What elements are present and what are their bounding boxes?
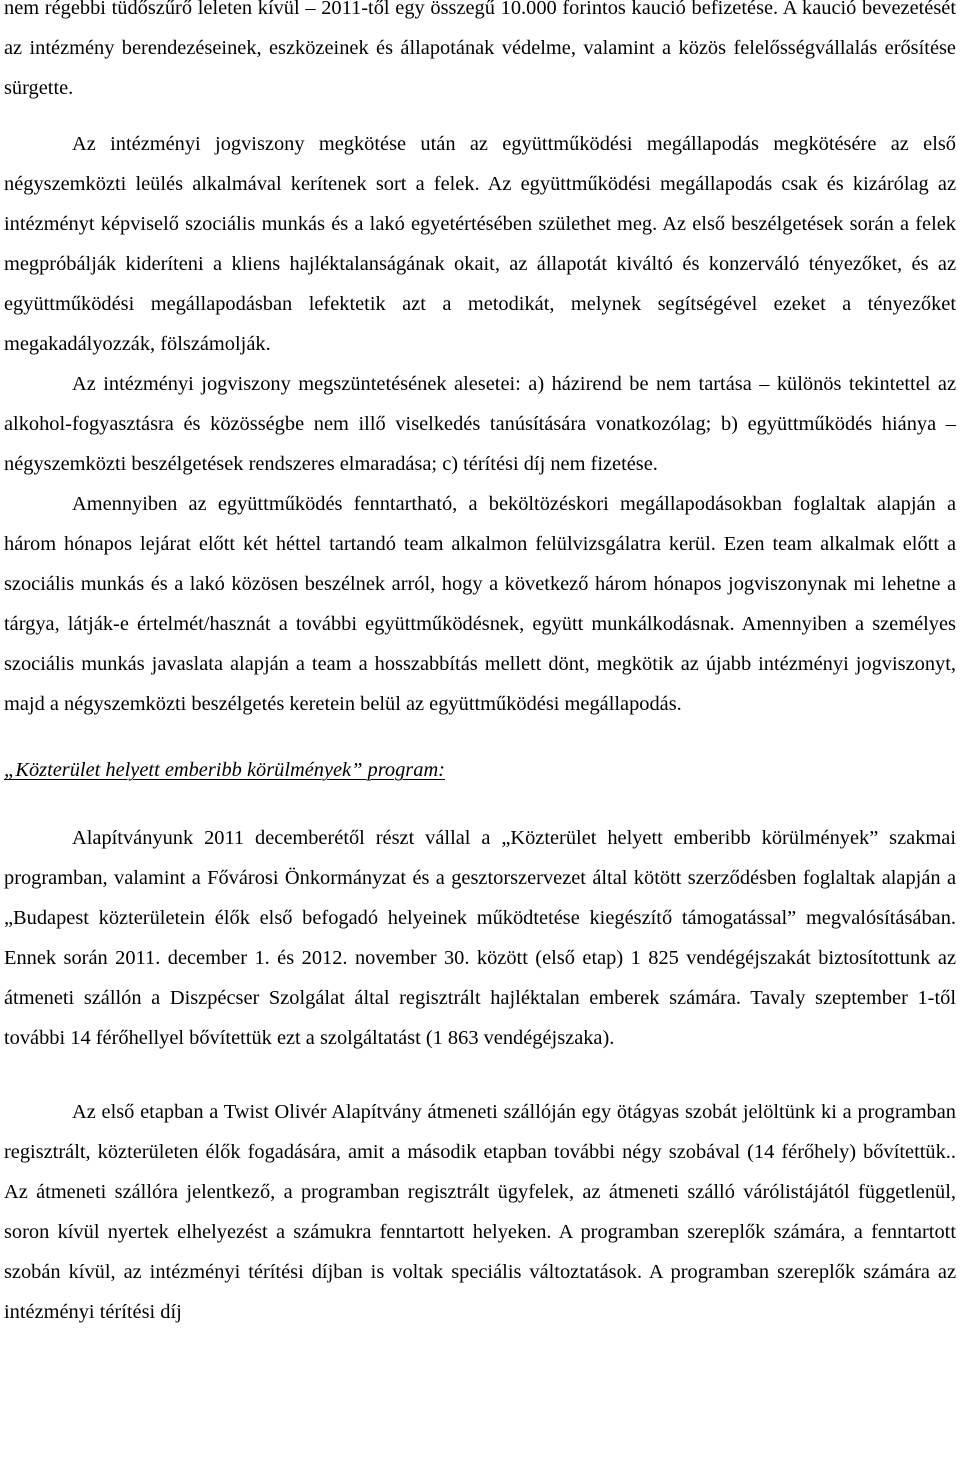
document-page (4, 0, 956, 1332)
section-heading: „Közterület helyett emberibb körülmények” program: (4, 759, 445, 781)
paragraph-extension: Amennyiben az együttműködés fenntartható, a beköltözéskori megállapodásokban foglaltak alapján a három hónapos lejárat előtt két héttel tartandó team alkalmon felülvizsgálatra kerül. Ezen team alkalmak előtt a szociális munkás és a lakó közösen beszélnek arról, hogy a következő három hónapos jogviszonynak mi lehetne a tárgya, látják-e értelmét/hasznát a további együttműködésnek, együtt munkálkodásnak. Amennyiben a személyes szociális munkás javaslata alapján a team a hosszabbítás mellett dönt, megkötik az újabb intézményi jogviszonyt, majd a négyszemközti beszélgetés keretein belül az együttműködési megállapodás. (4, 493, 956, 715)
paragraph-deposit: nem régebbi tüdőszűrő leleten kívül – 2011-től egy összegű 10.000 forintos kaució befizetése. A kaució bevezetését az intézmény berendezéseinek, eszközeinek és állapotának védelme, valamint a közös felelősségvállalás erősítése sürgette. (4, 0, 956, 99)
paragraph-termination-cases: Az intézményi jogviszony megszüntetésének alesetei: a) házirend be nem tartása – különös tekintettel az alkohol-fogyasztásra és közösségbe nem illő viselkedés tanúsítására vonatkozólag; b) együttműködés hiánya – négyszemközti beszélgetések rendszeres elmaradása; c) térítési díj nem fizetése. (4, 373, 956, 475)
paragraph-cooperation-agreement: Az intézményi jogviszony megkötése után az együttműködési megállapodás megkötésére az első négyszemközti leülés alkalmával kerítenek sort a felek. Az együttműködési megállapodás csak és kizárólag az intézményt képviselő szociális munkás és a lakó egyetértésében születhet meg. Az első beszélgetések során a felek megpróbálják kideríteni a kliens hajléktalanságának okait, az állapotát kiváltó és konzerváló tényezőket, és az együttműködési megállapodásban lefektetik azt a metodikát, melynek segítségével ezeket a tényezőket megakadályozzák, fölszámolják. (4, 133, 956, 355)
paragraph-program-intro: Alapítványunk 2011 decemberétől részt vállal a „Közterület helyett emberibb körülmények” szakmai programban, valamint a Fővárosi Önkormányzat és a gesztorszervezet által kötött szerződésben foglaltak alapján a „Budapest közterületein élők első befogadó helyeinek működtetése kiegészítő támogatással” megvalósításában. Ennek során 2011. december 1. és 2012. november 30. között (első etap) 1 825 vendégéjszakát biztosítottunk az átmeneti szállón a Diszpécser Szolgálat által regisztrált hajléktalan emberek számára. Tavaly szeptember 1-től további 14 férőhellyel bővítettük ezt a szolgáltatást (1 863 vendégéjszaka). (4, 827, 956, 1049)
paragraph-first-stage: Az első etapban a Twist Olivér Alapítvány átmeneti szállóján egy ötágyas szobát jelöltünk ki a programban regisztrált, közterületen élők fogadására, amit a második etapban további négy szobával (14 férőhely) bővítettük.. Az átmeneti szállóra jelentkező, a programban regisztrált ügyfelek, az átmeneti szálló várólistájától függetlenül, soron kívül nyertek elhelyezést a számukra fenntartott helyeken. A programban szereplők számára, a fenntartott szobán kívül, az intézményi térítési díjban is voltak speciális változtatások. A programban szereplők számára az intézményi térítési díj (4, 1101, 956, 1323)
